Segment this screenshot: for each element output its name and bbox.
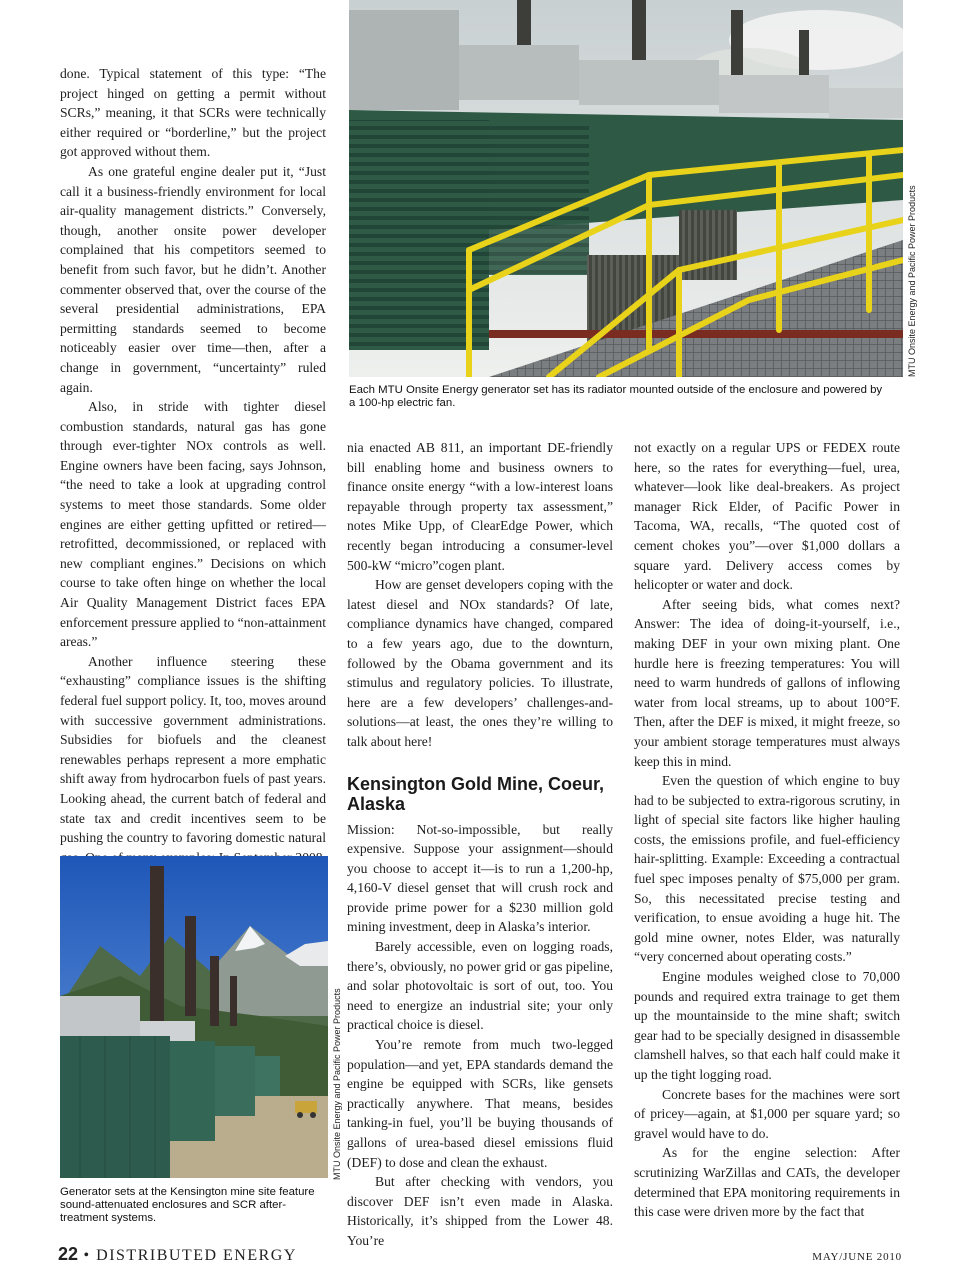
photo-caption-top: Each MTU Onsite Energy generator set has its radiator mounted outside of the enclosure and powered by a 100-hp electric fan.: [349, 384, 883, 409]
paragraph: Concrete bases for the machines were sort of pricey—again, at $1,000 per square yard; so gravel would have to do.: [634, 1086, 900, 1141]
paragraph: Engine modules weighed close to 70,000 pounds and required extra trainage to get them up the mountainside to the mine shaft; switch gear had to be specially designed in disassemble clamshell halves, so that each half could make it up the tight logging road.: [634, 969, 900, 1082]
article-column-3: [634, 438, 900, 1222]
photo-caption-bottom: Generator sets at the Kensington mine site feature sound-attenuated enclosures and SCR after-treatment systems.: [60, 1186, 315, 1224]
photo-credit-top: MTU Onsite Energy and Pacific Power Products: [907, 185, 917, 377]
section-heading: Kensington Gold Mine, Coeur, Alaska: [347, 773, 605, 814]
paragraph: But after checking with vendors, you discover DEF isn’t even made in Alaska. Historically, it’s shipped from the Lower 48. You’re: [347, 1174, 613, 1248]
generator-yard-photo: [349, 0, 903, 377]
paragraph: How are genset developers coping with the latest diesel and NOx standards? Of late, compliance dynamics have changed, compared to a few years ago, due to the downturn, followed by the Obama government and its stimulus and regulatory policies. To illustrate, here are a few developers’ challenges-and-solutions—at least, the ones they’re willing to talk about here!: [347, 577, 613, 749]
paragraph: You’re remote from much two-legged population—and yet, EPA standards demand the engine be equipped with SCRs, like gensets practically anywhere. That means, besides tanking-in fuel, you’ll be buying thousands of gallons of urea-based diesel emissions fluid (DEF) to dose and clean the exhaust.: [347, 1037, 613, 1170]
paragraph: Even the question of which engine to buy had to be subjected to extra-rigorous scrutiny, in light of special site factors like higher hauling costs, the emissions profile, and fuel-efficiency hair-splitting. Example: Exceeding a contractual fuel spec imposes penalty of $75,000 per gram. So, this necessitated precise testing and verification, to ensue avoiding a huge hit. The gold mine owner, notes Elder, was naturally “very concerned about operating costs.”: [634, 773, 900, 965]
photo-credit-bottom: MTU Onsite Energy and Pacific Power Products: [332, 988, 342, 1180]
issue-date: MAY/JUNE 2010: [812, 1251, 902, 1263]
footer-bullet: •: [83, 1247, 91, 1264]
paragraph: As for the engine selection: After scrutinizing WarZillas and CATs, the developer determined that EPA monitoring requirements in this case were driven more by the fact that: [634, 1145, 900, 1220]
paragraph: After seeing bids, what comes next? Answer: The idea of doing-it-yourself, i.e., making DEF in your own mixing plant. One hurdle here is freezing temperatures: You will need to warm hundreds of gallons of inflowing water from local streams, up to about 100°F. Then, after the DEF is mixed, it might freeze, so your ambient storage temperatures must always keep this in mind.: [634, 596, 900, 769]
paragraph: not exactly on a regular UPS or FEDEX route here, so the rates for everything—fuel, urea, whatever—look like deal-breakers. As project manager Rick Elder, of Pacific Power in Tacoma, WA, recalls, “The quoted cost of cement chokes you”—over $1,000 dollars a square yard. Delivery access comes by helicopter or water and dock.: [634, 440, 900, 593]
article-column-2: [347, 438, 613, 1251]
paragraph: Also, in stride with tighter diesel combustion standards, natural gas has gone through ever-tighter NOx controls as well. Engine owners have been facing, says Johnson, “the need to take a look at upgrading control systems to meet those standards. Some older engines are either getting upfitted or retired—retrofitted, decommissioned, or replaced with new compliant engines.” Decisions on which course to take often hinge on whether the local Air Quality Management District faces EPA enforcement pressure applied to “non-attainment areas.”: [60, 399, 326, 650]
generator-yard-illustration: [349, 0, 903, 377]
publication-name: DISTRIBUTED ENERGY: [96, 1247, 297, 1264]
paragraph: Mission: Not-so-impossible, but really expensive. Suppose your assignment—should you choose to accept it—is to run a 1,200-hp, 4,160-V diesel genset that will crush rock and provide prime power for a $230 million gold mining investment, deep in Alaska’s interior.: [347, 821, 613, 935]
paragraph: done. Typical statement of this type: “The project hinged on getting a permit without SCRs,” meaning, it that SCRs were technically either required or “borderline,” but the project got approved without them.: [60, 66, 326, 160]
article-column-1: [60, 64, 326, 887]
paragraph: Barely accessible, even on logging roads, there’s, obviously, no power grid or gas pipeline, and solar photovoltaic is sort of out, too. You need to energize an industrial site; your only practical choice is diesel.: [347, 939, 613, 1033]
footer-folio: [58, 1244, 297, 1265]
mine-site-photo: [60, 856, 328, 1178]
paragraph: Another influence steering these “exhausting” compliance issues is the shifting federal fuel support policy. It, too, moves around with successive government administrations. Subsidies for biofuels and the cleanest renewables perhaps represent a more emphatic shift away from hydrocarbon fuels of past years. Looking ahead, the current batch of federal and state tax and credit incentives seem to be pushing the country to favoring domestic natural: [60, 653, 326, 846]
paragraph: nia enacted AB 811, an important DE-friendly bill enabling home and business owners to finance onsite energy “with a low-interest loans repayable through property tax assessment,” notes Mike Upp, of ClearEdge Power, which recently began introducing a consumer-level 500-kW “micro”cogen plant.: [347, 440, 613, 573]
paragraph: As one grateful engine dealer put it, “Just call it a business-friendly environment for local air-quality management districts.” Conversely, though, another onsite power developer complained that his competitors seemed to benefit from such favor, but he didn’t. Another commenter observed that, over the course of the several presidential administrations, EPA permitting standards seemed to become noticeably easier over time—then, after a change in government, “uncertainty” ruled again.: [60, 163, 326, 395]
mine-site-illustration: [60, 856, 328, 1178]
page-number: 22: [58, 1244, 79, 1264]
